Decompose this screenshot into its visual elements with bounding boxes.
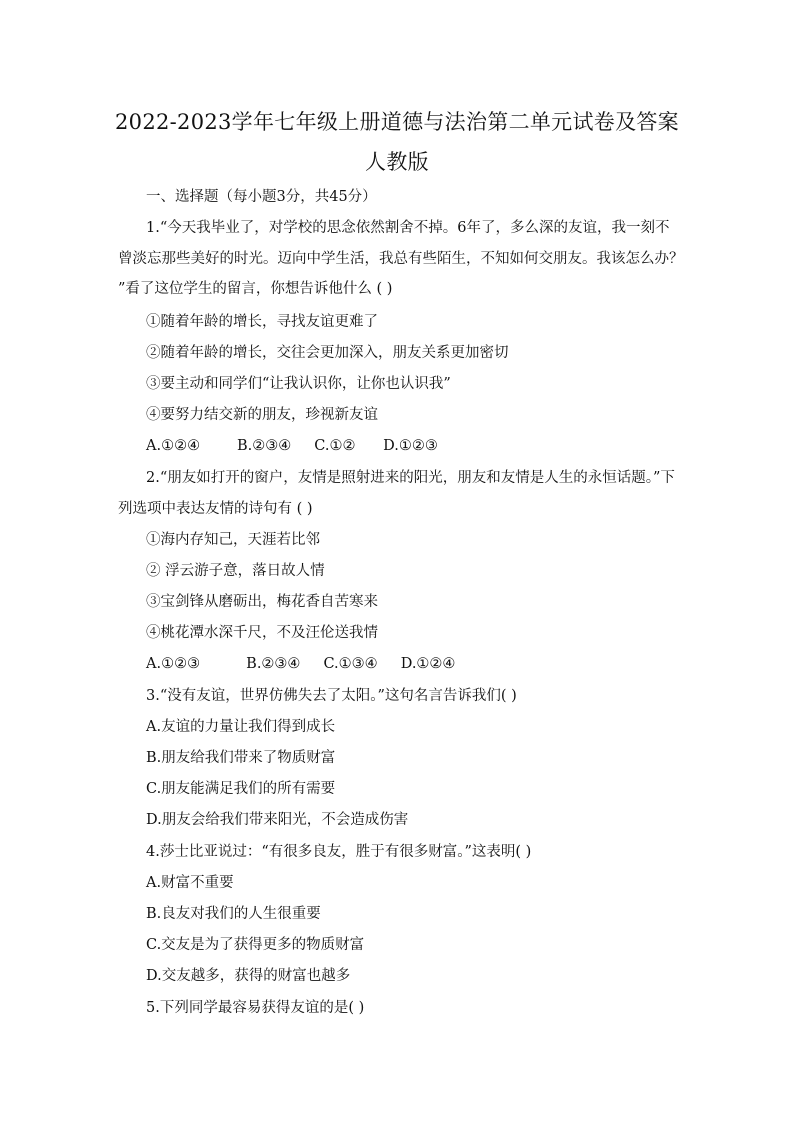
question-5-stem: 5.下列同学最容易获得友谊的是( ) bbox=[146, 1000, 365, 1016]
question-2-item-3: ③宝剑锋从磨砺出，梅花香自苦寒来 bbox=[146, 594, 378, 610]
question-2-item-1: ①海内存知己，天涯若比邻 bbox=[146, 532, 320, 548]
question-4-option-a: A.财富不重要 bbox=[146, 875, 234, 891]
question-3-option-c: C.朋友能满足我们的所有需要 bbox=[146, 781, 336, 797]
question-1-item-2: ②随着年龄的增长，交往会更加深入，朋友关系更加密切 bbox=[146, 345, 509, 361]
question-4-stem: 4.莎士比亚说过：“有很多良友，胜于有很多财富。”这表明( ) bbox=[146, 844, 532, 860]
question-2-item-4: ④桃花潭水深千尺，不及汪伦送我情 bbox=[146, 625, 378, 641]
page-title-line1: 2022-2023学年七年级上册道德与法治第二单元试卷及答案 bbox=[115, 110, 679, 134]
page-title-line2: 人教版 bbox=[365, 150, 429, 174]
question-1-item-4: ④要努力结交新的朋友，珍视新友谊 bbox=[146, 407, 378, 423]
question-1-item-1: ①随着年龄的增长，寻找友谊更难了 bbox=[146, 314, 378, 330]
question-3-option-d: D.朋友会给我们带来阳光，不会造成伤害 bbox=[146, 812, 409, 828]
question-3-option-b: B.朋友给我们带来了物质财富 bbox=[146, 750, 336, 766]
question-4-option-b: B.良友对我们的人生很重要 bbox=[146, 906, 321, 922]
question-3-stem: 3.“没有友谊，世界仿佛失去了太阳。”这句名言告诉我们( ) bbox=[146, 688, 517, 704]
question-1-options: A.①②④ B.②③④ C.①② D.①②③ bbox=[146, 438, 438, 454]
question-2-stem-line-1: 2.“朋友如打开的窗户，友情是照射进来的阳光，朋友和友情是人生的永恒话题。”下 bbox=[146, 470, 675, 486]
question-2-stem-line-2: 列选项中表达友情的诗句有 ( ) bbox=[118, 501, 313, 517]
question-3-option-a: A.友谊的力量让我们得到成长 bbox=[146, 719, 336, 735]
question-1-stem-line-1: 1.“今天我毕业了，对学校的思念依然割舍不掉。6年了，多么深的友谊，我一刻不 bbox=[146, 220, 670, 236]
question-1-stem-line-2: 曾淡忘那些美好的时光。迈向中学生活，我总有些陌生，不知如何交朋友。我该怎么办？ bbox=[118, 251, 684, 267]
question-2-options: A.①②③ B.②③④ C.①③④ D.①②④ bbox=[146, 656, 456, 672]
question-1-stem-line-3: ”看了这位学生的留言，你想告诉他什么 ( ) bbox=[118, 281, 393, 297]
section-heading: 一、选择题（每小题3分，共45分） bbox=[146, 189, 377, 205]
question-2-item-2: ② 浮云游子意，落日故人情 bbox=[146, 563, 325, 579]
question-4-option-d: D.交友越多，获得的财富也越多 bbox=[146, 968, 351, 984]
question-4-option-c: C.交友是为了获得更多的物质财富 bbox=[146, 937, 365, 953]
question-1-item-3: ③要主动和同学们“让我认识你，让你也认识我” bbox=[146, 376, 451, 392]
